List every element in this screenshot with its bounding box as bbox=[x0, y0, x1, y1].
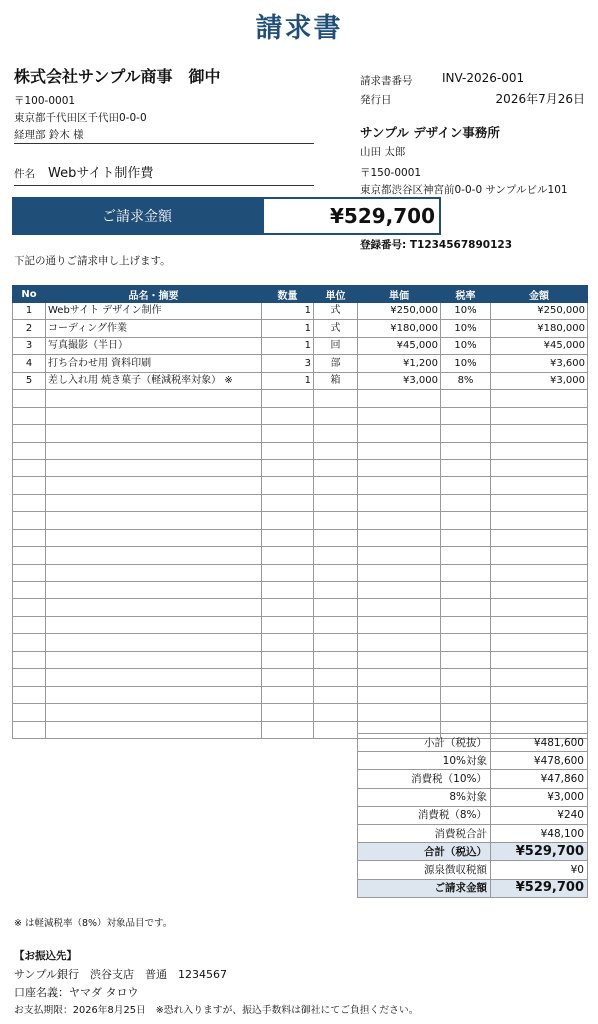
empty-cell bbox=[46, 407, 262, 424]
cell-unit: 式 bbox=[314, 303, 358, 320]
empty-cell bbox=[441, 425, 491, 442]
totals-row bbox=[358, 734, 588, 752]
totals-row bbox=[358, 770, 588, 788]
empty-cell bbox=[13, 477, 46, 494]
empty-cell bbox=[13, 442, 46, 459]
empty-cell bbox=[314, 721, 358, 738]
totals-value: ¥529,700 bbox=[491, 843, 588, 861]
empty-cell bbox=[314, 390, 358, 407]
empty-cell bbox=[314, 547, 358, 564]
empty-cell bbox=[13, 459, 46, 476]
empty-table-row bbox=[13, 442, 588, 459]
registration-number: 登録番号: T1234567890123 bbox=[360, 239, 512, 251]
invoice-number-label: 請求書番号 bbox=[360, 75, 413, 87]
cell-qty: 3 bbox=[262, 355, 314, 372]
empty-cell bbox=[13, 599, 46, 616]
cell-unit: 式 bbox=[314, 320, 358, 337]
empty-cell bbox=[441, 669, 491, 686]
cell-price: ¥250,000 bbox=[358, 303, 441, 320]
client-address: 東京都千代田区千代田0-0-0 bbox=[14, 112, 147, 124]
empty-table-row bbox=[13, 686, 588, 703]
empty-cell bbox=[441, 477, 491, 494]
empty-cell bbox=[314, 634, 358, 651]
totals-label: 消費税（8%） bbox=[358, 806, 491, 824]
table-row bbox=[13, 372, 588, 389]
empty-cell bbox=[314, 582, 358, 599]
empty-cell bbox=[314, 494, 358, 511]
empty-cell bbox=[358, 599, 441, 616]
empty-cell bbox=[262, 512, 314, 529]
empty-cell bbox=[46, 686, 262, 703]
empty-cell bbox=[262, 390, 314, 407]
empty-cell bbox=[314, 651, 358, 668]
empty-cell bbox=[262, 669, 314, 686]
empty-cell bbox=[13, 529, 46, 546]
bank-account-holder: 口座名義：ヤマダ タロウ bbox=[14, 986, 139, 999]
empty-cell bbox=[491, 564, 588, 581]
cell-unit: 箱 bbox=[314, 372, 358, 389]
billing-amount-value: ¥529,700 bbox=[262, 197, 441, 235]
subject-value: Webサイト制作費 bbox=[48, 166, 154, 181]
empty-cell bbox=[262, 529, 314, 546]
empty-cell bbox=[262, 459, 314, 476]
empty-table-row bbox=[13, 634, 588, 651]
issue-date-label: 発行日 bbox=[360, 94, 392, 106]
empty-cell bbox=[358, 477, 441, 494]
subject-label: 件名 bbox=[14, 168, 35, 180]
empty-cell bbox=[314, 529, 358, 546]
empty-cell bbox=[358, 704, 441, 721]
empty-cell bbox=[491, 390, 588, 407]
empty-cell bbox=[46, 704, 262, 721]
totals-row bbox=[358, 824, 588, 842]
empty-cell bbox=[46, 529, 262, 546]
bank-heading: 【お振込先】 bbox=[14, 950, 77, 962]
empty-cell bbox=[46, 547, 262, 564]
empty-cell bbox=[46, 459, 262, 476]
invoice-number: INV-2026-001 bbox=[442, 71, 525, 85]
cell-amount: ¥45,000 bbox=[491, 337, 588, 354]
empty-cell bbox=[46, 616, 262, 633]
empty-table-row bbox=[13, 390, 588, 407]
empty-cell bbox=[13, 425, 46, 442]
empty-cell bbox=[491, 669, 588, 686]
empty-cell bbox=[491, 512, 588, 529]
empty-cell bbox=[358, 686, 441, 703]
empty-cell bbox=[314, 616, 358, 633]
empty-cell bbox=[491, 407, 588, 424]
empty-cell bbox=[13, 616, 46, 633]
empty-cell bbox=[262, 634, 314, 651]
totals-label: 消費税（10%） bbox=[358, 770, 491, 788]
cell-price: ¥45,000 bbox=[358, 337, 441, 354]
cell-item: 写真撮影（半日） bbox=[46, 337, 262, 354]
sender-person: 山田 太郎 bbox=[360, 146, 406, 158]
empty-cell bbox=[441, 459, 491, 476]
empty-table-row bbox=[13, 512, 588, 529]
empty-cell bbox=[13, 407, 46, 424]
totals-label: 源泉徴収税額 bbox=[358, 861, 491, 879]
empty-cell bbox=[491, 616, 588, 633]
empty-cell bbox=[46, 494, 262, 511]
cell-qty: 1 bbox=[262, 337, 314, 354]
intro-text: 下記の通りご請求申し上げます。 bbox=[14, 255, 171, 267]
empty-cell bbox=[314, 477, 358, 494]
empty-cell bbox=[314, 669, 358, 686]
empty-cell bbox=[358, 442, 441, 459]
empty-cell bbox=[46, 721, 262, 738]
totals-row bbox=[358, 861, 588, 879]
column-header-price: 単価 bbox=[358, 286, 441, 303]
empty-cell bbox=[262, 721, 314, 738]
column-header-qty: 数量 bbox=[262, 286, 314, 303]
empty-cell bbox=[441, 442, 491, 459]
column-header-unit: 単位 bbox=[314, 286, 358, 303]
table-header-row bbox=[13, 286, 588, 303]
empty-cell bbox=[262, 477, 314, 494]
empty-cell bbox=[13, 686, 46, 703]
empty-table-row bbox=[13, 407, 588, 424]
cell-no: 4 bbox=[13, 355, 46, 372]
empty-cell bbox=[262, 425, 314, 442]
empty-table-row bbox=[13, 564, 588, 581]
empty-cell bbox=[358, 425, 441, 442]
empty-table-row bbox=[13, 669, 588, 686]
billing-amount-label: ご請求金額 bbox=[12, 197, 262, 235]
empty-cell bbox=[46, 512, 262, 529]
column-header-item: 品名・摘要 bbox=[46, 286, 262, 303]
cell-price: ¥3,000 bbox=[358, 372, 441, 389]
table-row bbox=[13, 337, 588, 354]
table-row bbox=[13, 320, 588, 337]
empty-cell bbox=[262, 686, 314, 703]
client-zip: 〒100-0001 bbox=[14, 95, 76, 107]
empty-table-row bbox=[13, 582, 588, 599]
empty-cell bbox=[441, 547, 491, 564]
reduced-tax-note: ※ は軽減税率（8%）対象品目です。 bbox=[14, 918, 173, 929]
sender-name: サンプル デザイン事務所 bbox=[360, 125, 500, 140]
totals-label: 8%対象 bbox=[358, 788, 491, 806]
empty-cell bbox=[46, 442, 262, 459]
empty-cell bbox=[491, 599, 588, 616]
cell-amount: ¥180,000 bbox=[491, 320, 588, 337]
cell-item: 打ち合わせ用 資料印刷 bbox=[46, 355, 262, 372]
empty-cell bbox=[441, 494, 491, 511]
empty-cell bbox=[491, 651, 588, 668]
empty-cell bbox=[314, 459, 358, 476]
empty-cell bbox=[358, 582, 441, 599]
payment-deadline: お支払期限：2026年8月25日 ※恐れ入りますが、振込手数料は御社にてご負担ください。 bbox=[14, 1005, 419, 1016]
empty-table-row bbox=[13, 704, 588, 721]
empty-cell bbox=[46, 477, 262, 494]
subject-divider bbox=[14, 185, 314, 186]
line-items-table bbox=[12, 285, 588, 739]
totals-value: ¥481,600 bbox=[491, 734, 588, 752]
client-contact: 経理部 鈴木 様 bbox=[14, 129, 84, 141]
cell-no: 1 bbox=[13, 303, 46, 320]
empty-cell bbox=[13, 564, 46, 581]
empty-cell bbox=[491, 686, 588, 703]
issue-date: 2026年7月26日 bbox=[495, 92, 585, 106]
empty-table-row bbox=[13, 459, 588, 476]
cell-no: 3 bbox=[13, 337, 46, 354]
client-divider bbox=[14, 143, 314, 144]
cell-item: 差し入れ用 焼き菓子（軽減税率対象） ※ bbox=[46, 372, 262, 389]
totals-label: 小計（税抜） bbox=[358, 734, 491, 752]
column-header-amount: 金額 bbox=[491, 286, 588, 303]
empty-cell bbox=[262, 442, 314, 459]
empty-cell bbox=[46, 634, 262, 651]
cell-qty: 1 bbox=[262, 372, 314, 389]
cell-qty: 1 bbox=[262, 320, 314, 337]
empty-table-row bbox=[13, 477, 588, 494]
empty-cell bbox=[13, 704, 46, 721]
empty-cell bbox=[13, 512, 46, 529]
empty-cell bbox=[441, 529, 491, 546]
cell-amount: ¥3,000 bbox=[491, 372, 588, 389]
page-title: 請求書 bbox=[255, 13, 343, 44]
totals-row bbox=[358, 843, 588, 861]
empty-cell bbox=[46, 582, 262, 599]
empty-cell bbox=[13, 721, 46, 738]
empty-table-row bbox=[13, 547, 588, 564]
empty-cell bbox=[262, 599, 314, 616]
empty-cell bbox=[491, 459, 588, 476]
empty-table-row bbox=[13, 425, 588, 442]
totals-row bbox=[358, 806, 588, 824]
table-row bbox=[13, 355, 588, 372]
empty-table-row bbox=[13, 616, 588, 633]
empty-cell bbox=[46, 425, 262, 442]
cell-rate: 8% bbox=[441, 372, 491, 389]
totals-value: ¥0 bbox=[491, 861, 588, 879]
empty-cell bbox=[262, 616, 314, 633]
empty-cell bbox=[358, 634, 441, 651]
empty-cell bbox=[358, 459, 441, 476]
empty-cell bbox=[358, 547, 441, 564]
totals-value: ¥529,700 bbox=[491, 879, 588, 897]
empty-cell bbox=[358, 494, 441, 511]
empty-cell bbox=[358, 512, 441, 529]
empty-table-row bbox=[13, 599, 588, 616]
empty-cell bbox=[46, 669, 262, 686]
empty-cell bbox=[358, 651, 441, 668]
empty-cell bbox=[441, 582, 491, 599]
empty-table-row bbox=[13, 529, 588, 546]
cell-rate: 10% bbox=[441, 320, 491, 337]
empty-cell bbox=[441, 704, 491, 721]
empty-cell bbox=[13, 634, 46, 651]
cell-item: コーディング作業 bbox=[46, 320, 262, 337]
empty-cell bbox=[46, 651, 262, 668]
empty-cell bbox=[491, 634, 588, 651]
cell-unit: 回 bbox=[314, 337, 358, 354]
empty-cell bbox=[358, 529, 441, 546]
table-row bbox=[13, 303, 588, 320]
cell-amount: ¥3,600 bbox=[491, 355, 588, 372]
empty-cell bbox=[441, 390, 491, 407]
empty-cell bbox=[441, 564, 491, 581]
empty-cell bbox=[13, 651, 46, 668]
empty-cell bbox=[314, 512, 358, 529]
cell-item: Webサイト デザイン制作 bbox=[46, 303, 262, 320]
empty-cell bbox=[491, 529, 588, 546]
totals-row bbox=[358, 879, 588, 897]
cell-amount: ¥250,000 bbox=[491, 303, 588, 320]
empty-cell bbox=[491, 547, 588, 564]
totals-value: ¥47,860 bbox=[491, 770, 588, 788]
cell-price: ¥180,000 bbox=[358, 320, 441, 337]
empty-cell bbox=[314, 407, 358, 424]
empty-cell bbox=[441, 634, 491, 651]
empty-cell bbox=[46, 564, 262, 581]
sender-zip: 〒150-0001 bbox=[360, 167, 422, 179]
totals-label: 合計（税込） bbox=[358, 843, 491, 861]
empty-cell bbox=[491, 477, 588, 494]
empty-cell bbox=[46, 599, 262, 616]
column-header-no: No bbox=[13, 286, 46, 303]
totals-row bbox=[358, 788, 588, 806]
empty-cell bbox=[262, 494, 314, 511]
empty-cell bbox=[491, 582, 588, 599]
empty-table-row bbox=[13, 651, 588, 668]
totals-label: ご請求金額 bbox=[358, 879, 491, 897]
empty-cell bbox=[13, 582, 46, 599]
totals-value: ¥240 bbox=[491, 806, 588, 824]
totals-label: 消費税合計 bbox=[358, 824, 491, 842]
empty-cell bbox=[314, 704, 358, 721]
empty-cell bbox=[441, 407, 491, 424]
totals-value: ¥48,100 bbox=[491, 824, 588, 842]
empty-cell bbox=[262, 547, 314, 564]
empty-cell bbox=[358, 390, 441, 407]
empty-cell bbox=[314, 599, 358, 616]
cell-rate: 10% bbox=[441, 303, 491, 320]
cell-no: 5 bbox=[13, 372, 46, 389]
totals-value: ¥478,600 bbox=[491, 752, 588, 770]
cell-no: 2 bbox=[13, 320, 46, 337]
totals-label: 10%対象 bbox=[358, 752, 491, 770]
cell-rate: 10% bbox=[441, 355, 491, 372]
totals-value: ¥3,000 bbox=[491, 788, 588, 806]
empty-cell bbox=[491, 494, 588, 511]
empty-cell bbox=[262, 582, 314, 599]
empty-cell bbox=[358, 616, 441, 633]
empty-cell bbox=[262, 651, 314, 668]
empty-cell bbox=[441, 686, 491, 703]
empty-cell bbox=[314, 442, 358, 459]
empty-cell bbox=[262, 407, 314, 424]
cell-unit: 部 bbox=[314, 355, 358, 372]
empty-cell bbox=[13, 494, 46, 511]
empty-cell bbox=[13, 669, 46, 686]
empty-cell bbox=[314, 564, 358, 581]
empty-cell bbox=[441, 512, 491, 529]
bank-account: サンプル銀行 渋谷支店 普通 1234567 bbox=[14, 968, 227, 981]
empty-table-row bbox=[13, 494, 588, 511]
empty-cell bbox=[13, 547, 46, 564]
empty-cell bbox=[491, 425, 588, 442]
empty-cell bbox=[314, 425, 358, 442]
client-name: 株式会社サンプル商事 御中 bbox=[14, 67, 221, 86]
empty-cell bbox=[358, 669, 441, 686]
totals-row bbox=[358, 752, 588, 770]
empty-cell bbox=[262, 704, 314, 721]
cell-price: ¥1,200 bbox=[358, 355, 441, 372]
empty-cell bbox=[491, 442, 588, 459]
cell-rate: 10% bbox=[441, 337, 491, 354]
empty-cell bbox=[262, 564, 314, 581]
totals-table bbox=[357, 733, 588, 898]
empty-cell bbox=[358, 564, 441, 581]
empty-cell bbox=[441, 651, 491, 668]
empty-cell bbox=[46, 390, 262, 407]
empty-cell bbox=[358, 407, 441, 424]
empty-cell bbox=[441, 616, 491, 633]
empty-cell bbox=[13, 390, 46, 407]
cell-qty: 1 bbox=[262, 303, 314, 320]
empty-cell bbox=[314, 686, 358, 703]
empty-cell bbox=[441, 599, 491, 616]
sender-address: 東京都渋谷区神宮前0-0-0 サンプルビル101 bbox=[360, 184, 568, 196]
empty-cell bbox=[491, 704, 588, 721]
column-header-rate: 税率 bbox=[441, 286, 491, 303]
